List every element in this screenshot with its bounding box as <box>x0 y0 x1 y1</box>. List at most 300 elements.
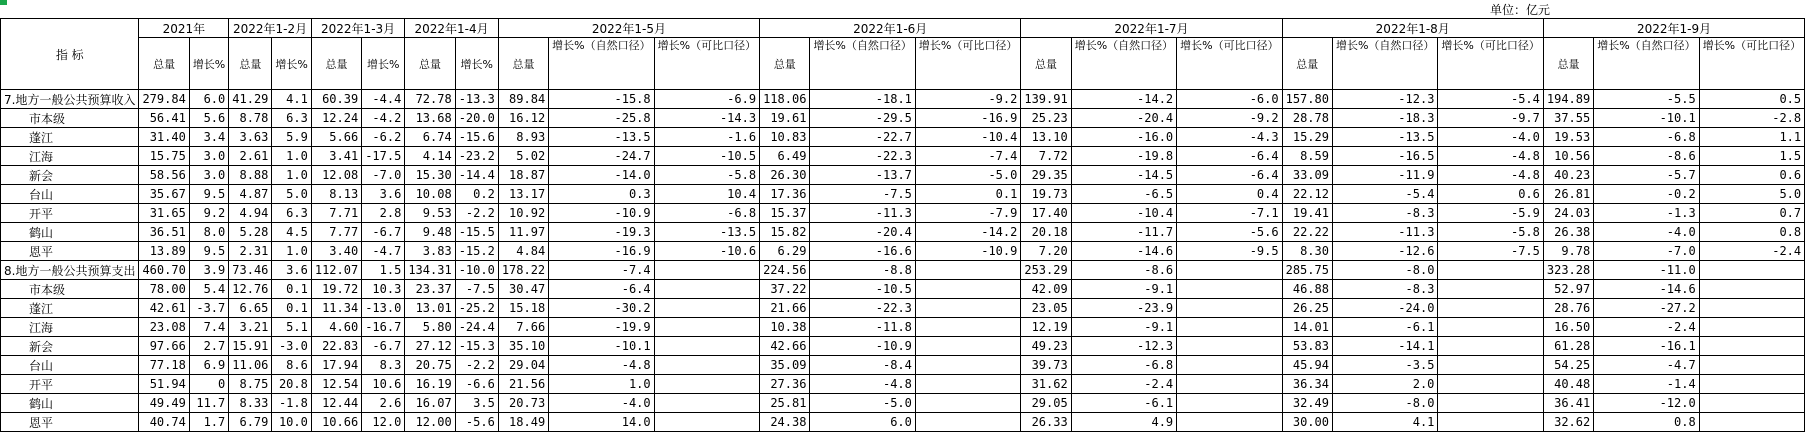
table-cell: -16.9 <box>915 109 1020 128</box>
table-cell: 77.18 <box>139 356 189 375</box>
table-cell: 22.12 <box>1282 185 1332 204</box>
table-cell: -3.5 <box>1332 356 1437 375</box>
table-cell: -13.5 <box>654 223 759 242</box>
total-header: 总量 <box>311 38 361 90</box>
table-cell: -15.3 <box>455 337 498 356</box>
table-cell: 33.09 <box>1282 166 1332 185</box>
header-row-metrics <box>1 38 1805 90</box>
table-cell: -10.9 <box>810 337 915 356</box>
table-cell: 7.72 <box>1021 147 1071 166</box>
table-cell: 2.8 <box>362 204 405 223</box>
table-cell: 5.0 <box>272 185 311 204</box>
table-cell <box>654 413 759 432</box>
table-cell: 24.03 <box>1543 204 1593 223</box>
table-cell: 31.65 <box>139 204 189 223</box>
table-cell: 7.20 <box>1021 242 1071 261</box>
table-row <box>1 242 1805 261</box>
growth-natural-header: 增长%（自然口径） <box>1594 38 1699 90</box>
table-cell: -10.5 <box>810 280 915 299</box>
total-header: 总量 <box>139 38 189 90</box>
table-cell: -5.6 <box>1177 223 1282 242</box>
table-cell: 26.38 <box>1543 223 1593 242</box>
table-cell: 8.6 <box>272 356 311 375</box>
table-cell: 4.1 <box>272 90 311 109</box>
total-header: 总量 <box>1021 38 1071 90</box>
table-cell: 7.4 <box>189 318 228 337</box>
table-cell: 6.3 <box>272 109 311 128</box>
table-cell: -5.4 <box>1438 90 1543 109</box>
table-cell: 0.1 <box>272 280 311 299</box>
table-cell: 5.1 <box>272 318 311 337</box>
table-cell: 89.84 <box>498 90 548 109</box>
table-cell: 9.53 <box>405 204 455 223</box>
table-cell: -2.2 <box>455 204 498 223</box>
table-body <box>1 90 1805 432</box>
table-cell: -14.1 <box>1332 337 1437 356</box>
table-row <box>1 204 1805 223</box>
table-cell: -6.4 <box>1177 147 1282 166</box>
table-cell: 6.74 <box>405 128 455 147</box>
table-cell: -1.6 <box>654 128 759 147</box>
table-cell: 45.94 <box>1282 356 1332 375</box>
table-cell: -4.4 <box>362 90 405 109</box>
table-cell: -14.2 <box>1071 90 1176 109</box>
table-cell: 42.66 <box>760 337 810 356</box>
table-cell: 39.73 <box>1021 356 1071 375</box>
table-cell: -6.7 <box>362 223 405 242</box>
table-cell: 7.77 <box>311 223 361 242</box>
table-cell: 6.0 <box>189 90 228 109</box>
table-cell: 0.8 <box>1699 223 1804 242</box>
table-cell <box>1699 337 1804 356</box>
table-cell: -7.0 <box>362 166 405 185</box>
table-cell: 4.87 <box>229 185 272 204</box>
table-cell: 97.66 <box>139 337 189 356</box>
table-cell: 13.01 <box>405 299 455 318</box>
table-cell: 15.30 <box>405 166 455 185</box>
table-cell: 29.35 <box>1021 166 1071 185</box>
table-cell: 0.7 <box>1699 204 1804 223</box>
table-cell <box>915 299 1020 318</box>
table-cell: -5.8 <box>1438 223 1543 242</box>
table-cell: 8.3 <box>362 356 405 375</box>
table-cell: -10.9 <box>915 242 1020 261</box>
table-cell: -15.2 <box>455 242 498 261</box>
table-cell: -24.7 <box>549 147 654 166</box>
table-cell: -2.4 <box>1071 375 1176 394</box>
table-cell <box>1699 413 1804 432</box>
table-cell <box>1699 280 1804 299</box>
growth-header: 增长% <box>362 38 405 90</box>
table-cell <box>1438 280 1543 299</box>
corner-accent <box>0 0 7 5</box>
table-cell: -4.8 <box>810 375 915 394</box>
table-cell: -6.4 <box>549 280 654 299</box>
table-cell: -6.9 <box>654 90 759 109</box>
table-cell: -30.2 <box>549 299 654 318</box>
table-cell: -9.2 <box>915 90 1020 109</box>
table-cell: 27.12 <box>405 337 455 356</box>
table-cell: -6.6 <box>455 375 498 394</box>
growth-natural-header: 增长%（自然口径） <box>549 38 654 90</box>
table-cell: -8.3 <box>1332 204 1437 223</box>
table-cell: -25.8 <box>549 109 654 128</box>
table-cell: 8.13 <box>311 185 361 204</box>
table-cell: -10.9 <box>549 204 654 223</box>
growth-natural-header: 增长%（自然口径） <box>1071 38 1176 90</box>
table-cell <box>915 280 1020 299</box>
table-cell: 23.05 <box>1021 299 1071 318</box>
table-cell: 3.4 <box>189 128 228 147</box>
table-cell: 49.49 <box>139 394 189 413</box>
table-cell: -5.8 <box>654 166 759 185</box>
table-cell <box>1699 375 1804 394</box>
table-cell: 49.23 <box>1021 337 1071 356</box>
table-cell: 54.25 <box>1543 356 1593 375</box>
table-cell: 13.17 <box>498 185 548 204</box>
table-cell: -4.8 <box>549 356 654 375</box>
table-row <box>1 394 1805 413</box>
table-cell: 0.8 <box>1594 413 1699 432</box>
table-cell: -16.7 <box>362 318 405 337</box>
table-cell: -8.6 <box>1071 261 1176 280</box>
table-cell: 52.97 <box>1543 280 1593 299</box>
table-cell: 0.1 <box>915 185 1020 204</box>
table-cell: 11.34 <box>311 299 361 318</box>
growth-natural-header: 增长%（自然口径） <box>1332 38 1437 90</box>
table-cell: -9.7 <box>1438 109 1543 128</box>
table-cell: -6.7 <box>362 337 405 356</box>
table-cell: 32.49 <box>1282 394 1332 413</box>
table-cell: 7.71 <box>311 204 361 223</box>
table-cell: -8.4 <box>810 356 915 375</box>
table-cell: 31.62 <box>1021 375 1071 394</box>
table-cell: 15.37 <box>760 204 810 223</box>
table-cell: 15.29 <box>1282 128 1332 147</box>
table-cell: -16.0 <box>1071 128 1176 147</box>
table-cell: 12.08 <box>311 166 361 185</box>
row-label: 恩平 <box>1 413 139 432</box>
table-row <box>1 166 1805 185</box>
table-cell: 4.84 <box>498 242 548 261</box>
period-header-1-4: 2022年1-4月 <box>405 19 498 38</box>
table-cell: -3.0 <box>272 337 311 356</box>
table-cell <box>654 394 759 413</box>
table-cell: 139.91 <box>1021 90 1071 109</box>
table-cell: -7.5 <box>1438 242 1543 261</box>
table-row <box>1 109 1805 128</box>
table-cell: 36.51 <box>139 223 189 242</box>
table-cell <box>915 413 1020 432</box>
table-cell: 10.4 <box>654 185 759 204</box>
table-cell: 0.6 <box>1438 185 1543 204</box>
table-cell: 3.5 <box>455 394 498 413</box>
table-row <box>1 337 1805 356</box>
table-cell: 40.23 <box>1543 166 1593 185</box>
table-cell: 9.78 <box>1543 242 1593 261</box>
table-cell: -4.7 <box>362 242 405 261</box>
table-cell: 2.61 <box>229 147 272 166</box>
table-cell: -4.0 <box>549 394 654 413</box>
table-cell: -10.0 <box>455 261 498 280</box>
table-cell: -4.3 <box>1177 128 1282 147</box>
table-cell: 11.7 <box>189 394 228 413</box>
table-cell: -16.9 <box>549 242 654 261</box>
growth-comparable-header: 增长%（可比口径） <box>1699 38 1804 90</box>
table-cell <box>1177 394 1282 413</box>
table-cell <box>1177 356 1282 375</box>
table-cell: -22.3 <box>810 299 915 318</box>
table-cell: -2.4 <box>1594 318 1699 337</box>
table-cell: 0.3 <box>549 185 654 204</box>
row-label: 台山 <box>1 185 139 204</box>
total-header: 总量 <box>760 38 810 90</box>
table-cell: -9.1 <box>1071 318 1176 337</box>
period-header-1-5: 2022年1-5月 <box>498 19 759 38</box>
table-cell: 3.6 <box>362 185 405 204</box>
table-cell: 11.97 <box>498 223 548 242</box>
table-cell: -22.7 <box>810 128 915 147</box>
table-cell: 5.66 <box>311 128 361 147</box>
table-cell: 73.46 <box>229 261 272 280</box>
total-header: 总量 <box>498 38 548 90</box>
table-cell: 279.84 <box>139 90 189 109</box>
table-cell: -5.9 <box>1438 204 1543 223</box>
table-cell: -8.8 <box>810 261 915 280</box>
table-row <box>1 318 1805 337</box>
growth-comparable-header: 增长%（可比口径） <box>915 38 1020 90</box>
table-cell: -4.8 <box>1438 147 1543 166</box>
table-cell: -11.8 <box>810 318 915 337</box>
table-cell: 72.78 <box>405 90 455 109</box>
total-header: 总量 <box>229 38 272 90</box>
table-cell: 19.41 <box>1282 204 1332 223</box>
table-cell: -29.5 <box>810 109 915 128</box>
header-row-periods <box>1 19 1805 38</box>
table-cell: 3.41 <box>311 147 361 166</box>
table-cell: -2.2 <box>455 356 498 375</box>
table-cell: 42.09 <box>1021 280 1071 299</box>
table-cell: -23.2 <box>455 147 498 166</box>
table-cell: -18.1 <box>810 90 915 109</box>
table-cell: -13.0 <box>362 299 405 318</box>
table-cell <box>654 318 759 337</box>
table-cell <box>1177 299 1282 318</box>
table-cell: 16.12 <box>498 109 548 128</box>
table-cell: 16.19 <box>405 375 455 394</box>
table-cell: -14.4 <box>455 166 498 185</box>
table-cell: -11.0 <box>1594 261 1699 280</box>
table-cell: -14.6 <box>1594 280 1699 299</box>
table-cell <box>1438 356 1543 375</box>
table-cell: 19.53 <box>1543 128 1593 147</box>
table-cell: 8.0 <box>189 223 228 242</box>
table-cell <box>1177 261 1282 280</box>
table-cell <box>1438 413 1543 432</box>
table-row <box>1 375 1805 394</box>
table-cell: 8.93 <box>498 128 548 147</box>
table-cell <box>654 375 759 394</box>
table-cell: -6.1 <box>1332 318 1437 337</box>
table-cell: 60.39 <box>311 90 361 109</box>
table-cell: 18.49 <box>498 413 548 432</box>
table-cell: 8.78 <box>229 109 272 128</box>
table-cell: 20.75 <box>405 356 455 375</box>
table-cell: 9.5 <box>189 185 228 204</box>
table-cell: 23.08 <box>139 318 189 337</box>
table-cell: 35.67 <box>139 185 189 204</box>
table-cell: 1.0 <box>272 242 311 261</box>
table-cell: -27.2 <box>1594 299 1699 318</box>
table-cell: -6.8 <box>1594 128 1699 147</box>
table-cell: -3.7 <box>189 299 228 318</box>
table-cell: -6.8 <box>654 204 759 223</box>
table-cell: 0 <box>189 375 228 394</box>
table-cell: -20.4 <box>1071 109 1176 128</box>
row-label: 蓬江 <box>1 128 139 147</box>
table-row <box>1 413 1805 432</box>
table-cell: -24.4 <box>455 318 498 337</box>
table-cell: 12.00 <box>405 413 455 432</box>
table-cell: 26.81 <box>1543 185 1593 204</box>
table-cell: 28.76 <box>1543 299 1593 318</box>
table-cell: 27.36 <box>760 375 810 394</box>
table-cell: 16.50 <box>1543 318 1593 337</box>
table-cell <box>1438 261 1543 280</box>
table-cell <box>1699 394 1804 413</box>
table-cell: -15.6 <box>455 128 498 147</box>
table-cell: -11.3 <box>810 204 915 223</box>
table-cell: 12.19 <box>1021 318 1071 337</box>
table-cell: 15.18 <box>498 299 548 318</box>
table-cell: -9.2 <box>1177 109 1282 128</box>
table-cell: -14.5 <box>1071 166 1176 185</box>
table-cell: 19.72 <box>311 280 361 299</box>
table-cell: 0.2 <box>455 185 498 204</box>
table-cell: 19.61 <box>760 109 810 128</box>
table-cell: 35.10 <box>498 337 548 356</box>
table-cell: 40.48 <box>1543 375 1593 394</box>
table-cell: 29.05 <box>1021 394 1071 413</box>
table-cell <box>915 318 1020 337</box>
row-label: 恩平 <box>1 242 139 261</box>
table-cell: -12.0 <box>1594 394 1699 413</box>
table-cell: 41.29 <box>229 90 272 109</box>
table-cell <box>654 280 759 299</box>
row-label: 鹤山 <box>1 394 139 413</box>
table-cell: 6.49 <box>760 147 810 166</box>
table-cell: -10.1 <box>1594 109 1699 128</box>
table-cell: -19.3 <box>549 223 654 242</box>
table-cell: 20.73 <box>498 394 548 413</box>
table-cell <box>1177 280 1282 299</box>
table-cell: 4.9 <box>1071 413 1176 432</box>
table-cell <box>1699 356 1804 375</box>
table-cell: 3.9 <box>189 261 228 280</box>
table-cell <box>1438 375 1543 394</box>
table-cell: 10.56 <box>1543 147 1593 166</box>
table-cell: 2.6 <box>362 394 405 413</box>
table-cell: 28.78 <box>1282 109 1332 128</box>
table-cell: 26.25 <box>1282 299 1332 318</box>
table-cell: 5.0 <box>1699 185 1804 204</box>
table-cell: 1.5 <box>362 261 405 280</box>
table-cell <box>1699 299 1804 318</box>
period-header-1-9: 2022年1-9月 <box>1543 19 1804 38</box>
table-cell: -13.5 <box>1332 128 1437 147</box>
table-row <box>1 128 1805 147</box>
table-cell: -4.2 <box>362 109 405 128</box>
table-cell: 30.47 <box>498 280 548 299</box>
table-cell <box>915 337 1020 356</box>
table-cell: 134.31 <box>405 261 455 280</box>
table-cell: 1.0 <box>272 166 311 185</box>
table-cell: 53.83 <box>1282 337 1332 356</box>
table-cell: 1.1 <box>1699 128 1804 147</box>
table-cell: -1.8 <box>272 394 311 413</box>
row-label: 蓬江 <box>1 299 139 318</box>
table-cell: 10.3 <box>362 280 405 299</box>
table-row <box>1 147 1805 166</box>
table-cell: -4.0 <box>1438 128 1543 147</box>
table-cell: 460.70 <box>139 261 189 280</box>
table-cell: 16.07 <box>405 394 455 413</box>
table-cell: 19.73 <box>1021 185 1071 204</box>
table-cell: 31.40 <box>139 128 189 147</box>
table-cell <box>654 261 759 280</box>
table-cell: 78.00 <box>139 280 189 299</box>
row-label: 新会 <box>1 166 139 185</box>
table-cell: 58.56 <box>139 166 189 185</box>
table-cell: -11.3 <box>1332 223 1437 242</box>
table-cell: -6.5 <box>1071 185 1176 204</box>
table-cell: 13.89 <box>139 242 189 261</box>
row-label: 市本级 <box>1 109 139 128</box>
row-label: 开平 <box>1 375 139 394</box>
table-cell: -13.3 <box>455 90 498 109</box>
table-cell: 194.89 <box>1543 90 1593 109</box>
table-cell: 1.5 <box>1699 147 1804 166</box>
table-cell: -16.6 <box>810 242 915 261</box>
table-cell: 17.40 <box>1021 204 1071 223</box>
period-header-1-2: 2022年1-2月 <box>229 19 312 38</box>
table-cell: 8.33 <box>229 394 272 413</box>
table-cell: 32.62 <box>1543 413 1593 432</box>
table-cell: -0.2 <box>1594 185 1699 204</box>
table-cell: -5.4 <box>1332 185 1437 204</box>
table-cell: 36.41 <box>1543 394 1593 413</box>
row-label: 7.地方一般公共预算收入 <box>1 90 139 109</box>
table-cell: 5.02 <box>498 147 548 166</box>
growth-comparable-header: 增长%（可比口径） <box>1438 38 1543 90</box>
table-cell: 22.22 <box>1282 223 1332 242</box>
table-cell <box>1438 318 1543 337</box>
table-row <box>1 185 1805 204</box>
table-cell: -1.3 <box>1594 204 1699 223</box>
table-cell: 5.80 <box>405 318 455 337</box>
budget-table <box>0 18 1805 432</box>
table-cell: 8.59 <box>1282 147 1332 166</box>
row-label: 台山 <box>1 356 139 375</box>
table-cell: -8.0 <box>1332 394 1437 413</box>
table-cell: 3.40 <box>311 242 361 261</box>
total-header: 总量 <box>1282 38 1332 90</box>
table-cell: -5.5 <box>1594 90 1699 109</box>
table-cell: 30.00 <box>1282 413 1332 432</box>
table-cell <box>654 337 759 356</box>
table-cell: 0.1 <box>272 299 311 318</box>
table-cell: 6.0 <box>810 413 915 432</box>
